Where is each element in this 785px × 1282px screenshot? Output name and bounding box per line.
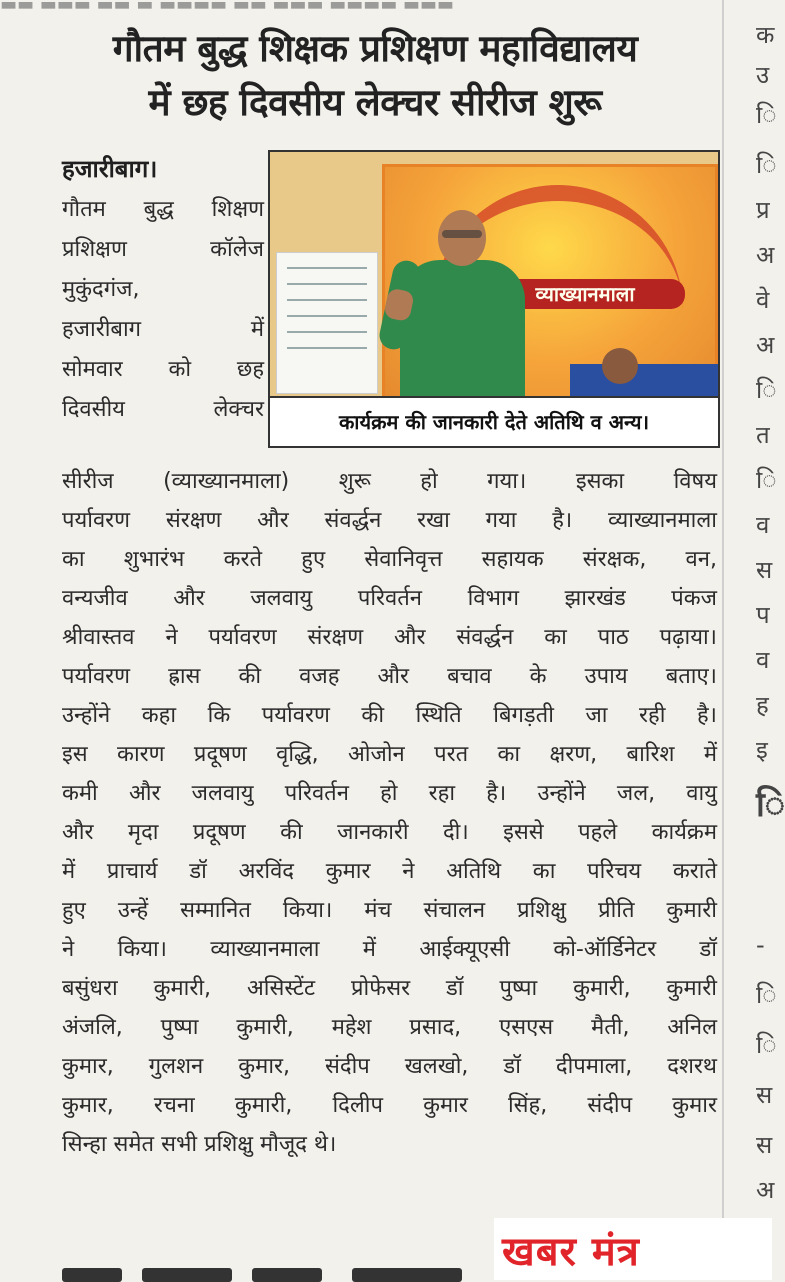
dateline: हजारीबाग। — [62, 155, 158, 183]
body-line: बसुंधरा कुमारी, असिस्टेंट प्रोफेसर डॉ पुष्पा कुमारी, कुमारी — [62, 976, 717, 1001]
clipped-previous-line: ▬▬ ▬▬▬ ▬▬ ▬ ▬▬▬▬ ▬▬ ▬▬▬ ▬▬▬▬ ▬▬▬ — [0, 0, 454, 15]
body-line: प्रशिक्षण कॉलेज — [62, 237, 264, 262]
body-line: पर्यावरण ह्रास की वजह और बचाव के उपाय बताए। — [62, 664, 717, 689]
banner-text: व्याख्यानमाला — [485, 279, 685, 309]
body-line: ने किया। व्याख्यानमाला में आईक्यूएसी को-ऑर्डिनेटर डॉ — [62, 937, 717, 962]
body-line: मुकुंदगंज, — [62, 277, 140, 302]
news-photo — [268, 150, 720, 448]
body-line: का शुभारंभ करते हुए सेवानिवृत्त सहायक संरक्षक, वन, — [62, 547, 717, 572]
body-line: सीरीज (व्याख्यानमाला) शुरू हो गया। इसका विषय — [62, 469, 717, 494]
watermark-text: खबर मंत्र — [502, 1229, 640, 1275]
body-line: हजारीबाग में — [62, 317, 264, 342]
body-line: श्रीवास्तव ने पर्यावरण संरक्षण और संवर्द्धन का पाठ पढ़ाया। — [62, 625, 717, 650]
body-line: कमी और जलवायु परिवर्तन हो रहा है। उन्होंने जल, वायु — [62, 781, 717, 806]
column-divider — [722, 0, 724, 1280]
body-line: सिन्हा समेत सभी प्रशिक्षु मौजूद थे। — [62, 1132, 337, 1157]
photo-whiteboard — [276, 252, 378, 394]
body-line: में प्राचार्य डॉ अरविंद कुमार ने अतिथि का परिचय कराते — [62, 859, 717, 884]
body-line: कुमार, रचना कुमारी, दिलीप कुमार सिंह, संदीप कुमार — [62, 1093, 717, 1118]
watermark-logo — [494, 1218, 772, 1280]
body-line: पर्यावरण संरक्षण और संवर्द्धन रखा गया है। व्याख्यानमाला — [62, 508, 717, 533]
body-line: वन्यजीव और जलवायु परिवर्तन विभाग झारखंड पंकज — [62, 586, 717, 611]
body-line: दिवसीय लेक्चर — [62, 397, 264, 422]
headline-line-1: गौतम बुद्ध शिक्षक प्रशिक्षण महाविद्यालय — [112, 27, 638, 70]
body-line: अंजलि, पुष्पा कुमारी, महेश प्रसाद, एसएस मैती, अनिल — [62, 1015, 717, 1040]
body-line: इस कारण प्रदूषण वृद्धि, ओजोन परत का क्षरण, बारिश में — [62, 742, 717, 767]
photo-seated-guest — [602, 348, 638, 384]
body-line: कुमार, गुलशन कुमार, संदीप खलखो, डॉ दीपमाला, दशरथ — [62, 1054, 717, 1079]
body-line: सोमवार को छह — [62, 357, 264, 382]
body-line: और मृदा प्रदूषण की जानकारी दी। इससे पहले कार्यक्रम — [62, 820, 717, 845]
body-text-narrow — [62, 190, 264, 430]
body-line: गौतम बुद्ध शिक्षण — [62, 197, 264, 222]
clipped-next-headline — [62, 1262, 492, 1280]
body-text-wide — [62, 462, 717, 1164]
headline — [30, 22, 720, 130]
photo-speaker — [390, 210, 535, 402]
headline-line-2: में छह दिवसीय लेक्चर सीरीज शुरू — [148, 81, 602, 124]
photo-caption: कार्यक्रम की जानकारी देते अतिथि व अन्य। — [270, 396, 718, 446]
adjacent-column-clipped: क उ ि ि प्र अ वे अ ि त ि व स प व ह इ ि - ि ि स स अ — [756, 21, 785, 1204]
body-line: हुए उन्हें सम्मानित किया। मंच संचालन प्रशिक्षु प्रीति कुमारी — [62, 898, 717, 923]
body-line: उन्होंने कहा कि पर्यावरण की स्थिति बिगड़ती जा रही है। — [62, 703, 717, 728]
